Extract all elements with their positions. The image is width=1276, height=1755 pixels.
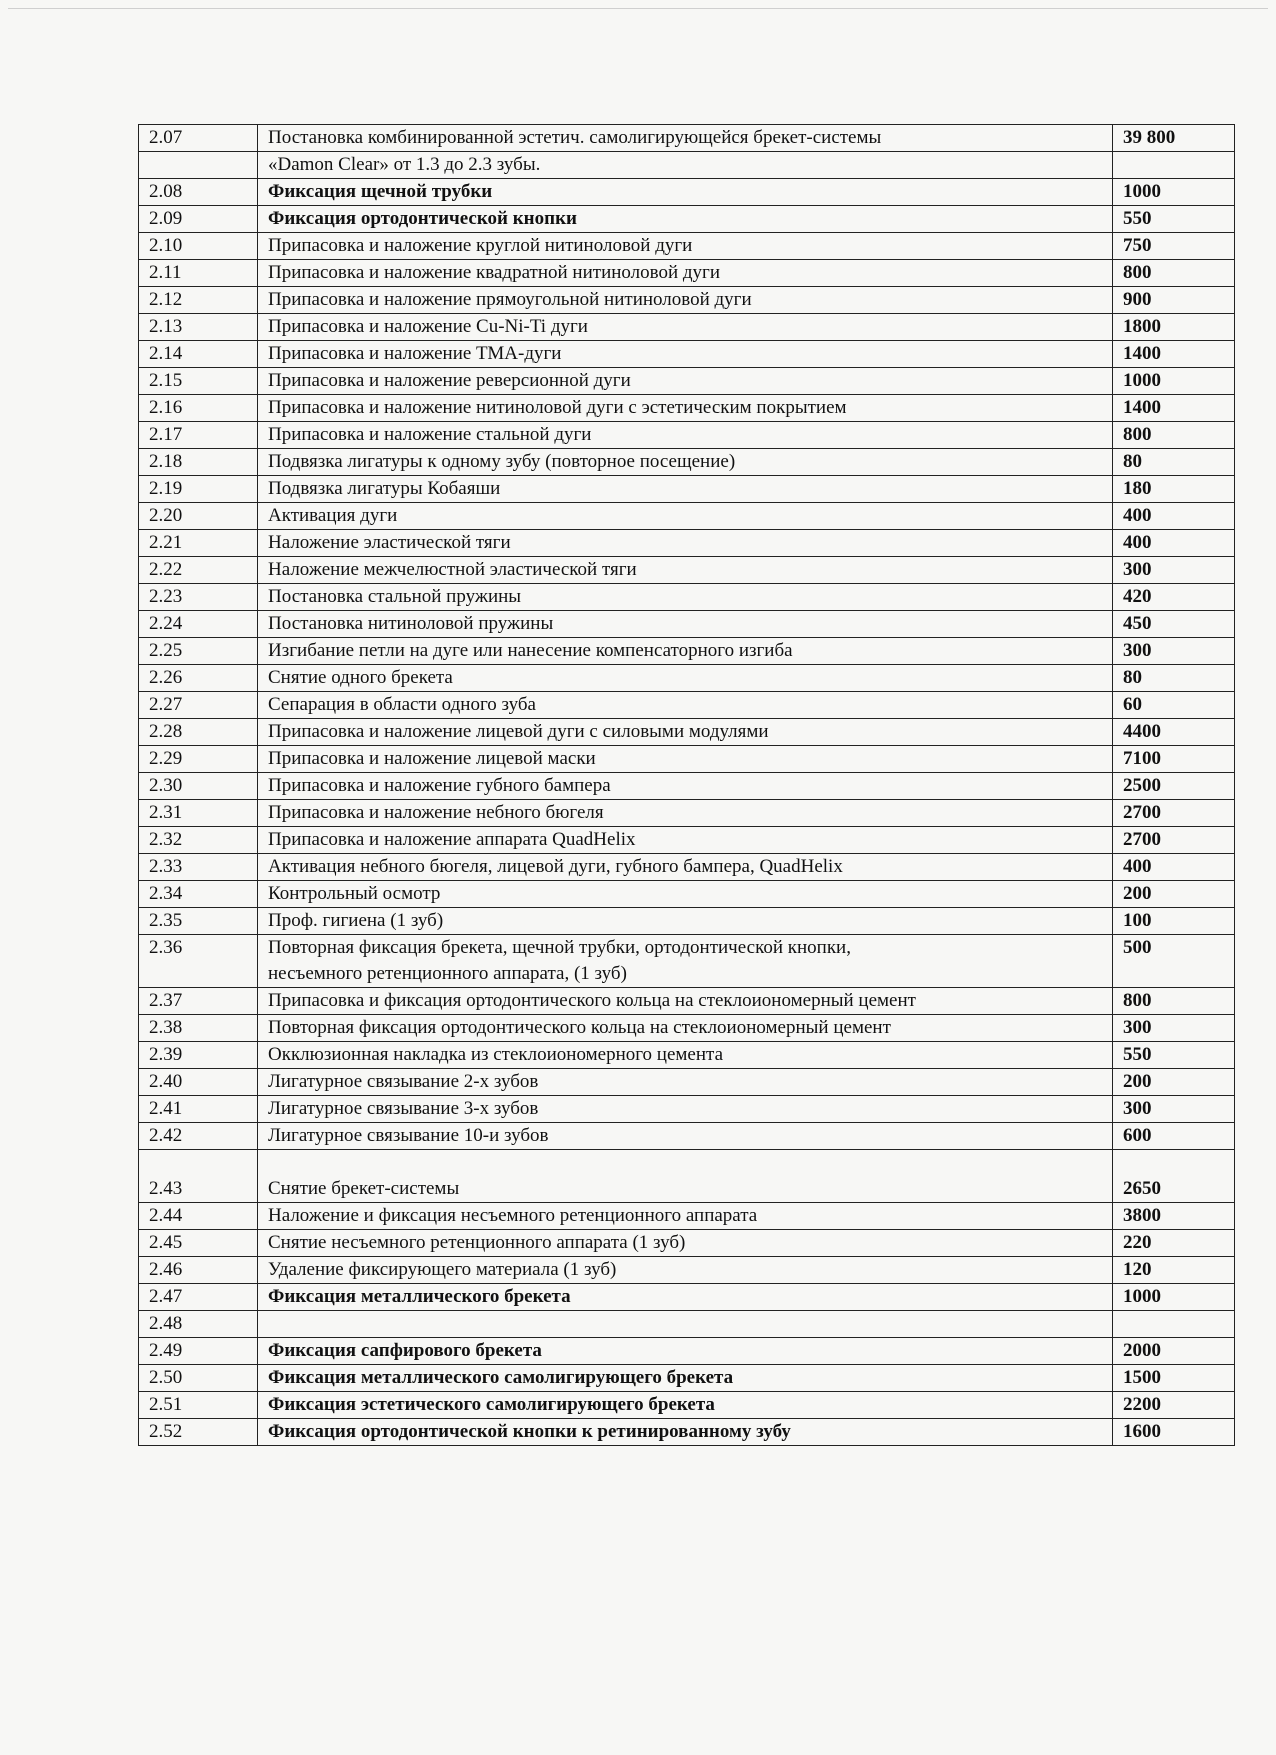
row-price: 400	[1113, 854, 1235, 881]
row-service-name: Снятие брекет-системы	[258, 1150, 1113, 1203]
row-service-name	[258, 1311, 1113, 1338]
table-row	[139, 1096, 1235, 1123]
row-price: 800	[1113, 260, 1235, 287]
row-price: 39 800	[1113, 125, 1235, 152]
row-price: 60	[1113, 692, 1235, 719]
row-service-name: Припасовка и наложение губного бампера	[258, 773, 1113, 800]
row-code: 2.47	[139, 1284, 258, 1311]
row-code: 2.49	[139, 1338, 258, 1365]
table-row	[139, 179, 1235, 206]
row-service-name: Подвязка лигатуры Кобаяши	[258, 476, 1113, 503]
row-price: 120	[1113, 1257, 1235, 1284]
row-service-name: Припасовка и наложение небного бюгеля	[258, 800, 1113, 827]
row-price: 2200	[1113, 1392, 1235, 1419]
row-code	[139, 152, 258, 179]
table-row	[139, 881, 1235, 908]
row-code: 2.19	[139, 476, 258, 503]
row-service-name: «Damon Clear» от 1.3 до 2.3 зубы.	[258, 152, 1113, 179]
table-row	[139, 908, 1235, 935]
row-service-name: Припасовка и наложение аппарата QuadHelix	[258, 827, 1113, 854]
row-code: 2.24	[139, 611, 258, 638]
row-service-name: Снятие одного брекета	[258, 665, 1113, 692]
row-code: 2.18	[139, 449, 258, 476]
row-code: 2.25	[139, 638, 258, 665]
row-code: 2.34	[139, 881, 258, 908]
table-row	[139, 1069, 1235, 1096]
table-row	[139, 935, 1235, 988]
table-row	[139, 584, 1235, 611]
table-row	[139, 746, 1235, 773]
row-price: 1400	[1113, 341, 1235, 368]
table-row	[139, 125, 1235, 152]
row-service-name: Фиксация металлического самолигирующего брекета	[258, 1365, 1113, 1392]
row-price: 1400	[1113, 395, 1235, 422]
table-row	[139, 1311, 1235, 1338]
row-code: 2.52	[139, 1419, 258, 1446]
row-code: 2.50	[139, 1365, 258, 1392]
table-row	[139, 1419, 1235, 1446]
row-price: 80	[1113, 665, 1235, 692]
table-row	[139, 152, 1235, 179]
row-service-name: Повторная фиксация ортодонтического кольца на стеклоиономерный цемент	[258, 1015, 1113, 1042]
row-service-name: Фиксация ортодонтической кнопки к ретинированному зубу	[258, 1419, 1113, 1446]
row-code: 2.42	[139, 1123, 258, 1150]
row-price: 1600	[1113, 1419, 1235, 1446]
row-code: 2.28	[139, 719, 258, 746]
row-service-name: Снятие несъемного ретенционного аппарата (1 зуб)	[258, 1230, 1113, 1257]
row-code: 2.11	[139, 260, 258, 287]
row-price: 80	[1113, 449, 1235, 476]
row-code: 2.14	[139, 341, 258, 368]
row-price: 300	[1113, 557, 1235, 584]
row-code: 2.43	[139, 1150, 258, 1203]
table-row	[139, 1284, 1235, 1311]
row-price: 2500	[1113, 773, 1235, 800]
row-code: 2.30	[139, 773, 258, 800]
row-service-name-line: Повторная фиксация брекета, щечной трубки, ортодонтической кнопки,	[268, 937, 851, 958]
row-code: 2.16	[139, 395, 258, 422]
row-service-name-line: несъемного ретенционного аппарата, (1 зуб)	[268, 963, 627, 984]
table-row	[139, 665, 1235, 692]
row-service-name: Контрольный осмотр	[258, 881, 1113, 908]
row-code: 2.26	[139, 665, 258, 692]
row-price: 550	[1113, 206, 1235, 233]
table-row	[139, 1230, 1235, 1257]
row-code: 2.40	[139, 1069, 258, 1096]
price-table-body	[139, 125, 1235, 1446]
row-price: 2000	[1113, 1338, 1235, 1365]
row-price: 1800	[1113, 314, 1235, 341]
row-price: 3800	[1113, 1203, 1235, 1230]
row-code: 2.10	[139, 233, 258, 260]
row-price: 750	[1113, 233, 1235, 260]
table-row	[139, 476, 1235, 503]
table-row	[139, 368, 1235, 395]
table-row	[139, 1042, 1235, 1069]
row-service-name: Припасовка и наложение лицевой дуги с силовыми модулями	[258, 719, 1113, 746]
row-service-name: Постановка стальной пружины	[258, 584, 1113, 611]
row-code: 2.08	[139, 179, 258, 206]
table-row	[139, 449, 1235, 476]
row-price: 420	[1113, 584, 1235, 611]
row-code: 2.22	[139, 557, 258, 584]
row-price: 2700	[1113, 827, 1235, 854]
row-service-name: Удаление фиксирующего материала (1 зуб)	[258, 1257, 1113, 1284]
row-price: 1000	[1113, 179, 1235, 206]
table-row	[139, 557, 1235, 584]
row-code: 2.17	[139, 422, 258, 449]
table-row	[139, 1365, 1235, 1392]
row-service-name: Фиксация ортодонтической кнопки	[258, 206, 1113, 233]
row-price	[1113, 152, 1235, 179]
row-code: 2.15	[139, 368, 258, 395]
row-price: 200	[1113, 881, 1235, 908]
table-row	[139, 260, 1235, 287]
row-price: 180	[1113, 476, 1235, 503]
row-code: 2.37	[139, 988, 258, 1015]
table-row	[139, 395, 1235, 422]
row-price: 1500	[1113, 1365, 1235, 1392]
table-row	[139, 854, 1235, 881]
table-row	[139, 1338, 1235, 1365]
row-service-name: Припасовка и наложение Cu-Ni-Ti дуги	[258, 314, 1113, 341]
row-code: 2.29	[139, 746, 258, 773]
row-price: 1000	[1113, 1284, 1235, 1311]
table-row	[139, 1150, 1235, 1203]
table-row	[139, 773, 1235, 800]
row-price: 4400	[1113, 719, 1235, 746]
table-row	[139, 800, 1235, 827]
row-price: 1000	[1113, 368, 1235, 395]
table-row	[139, 341, 1235, 368]
row-code: 2.20	[139, 503, 258, 530]
row-service-name: Окклюзионная накладка из стеклоиономерного цемента	[258, 1042, 1113, 1069]
row-code: 2.21	[139, 530, 258, 557]
table-row	[139, 287, 1235, 314]
row-code: 2.13	[139, 314, 258, 341]
table-row	[139, 530, 1235, 557]
table-row	[139, 1123, 1235, 1150]
row-service-name: Фиксация щечной трубки	[258, 179, 1113, 206]
row-price: 600	[1113, 1123, 1235, 1150]
table-row	[139, 611, 1235, 638]
row-price: 2650	[1113, 1150, 1235, 1203]
row-service-name: Припасовка и наложение прямоугольной нитиноловой дуги	[258, 287, 1113, 314]
table-row	[139, 1203, 1235, 1230]
table-row	[139, 692, 1235, 719]
row-price: 450	[1113, 611, 1235, 638]
table-row	[139, 503, 1235, 530]
row-service-name: Припасовка и наложение круглой нитиноловой дуги	[258, 233, 1113, 260]
row-code: 2.38	[139, 1015, 258, 1042]
row-service-name: Активация дуги	[258, 503, 1113, 530]
table-row	[139, 233, 1235, 260]
row-code: 2.51	[139, 1392, 258, 1419]
row-service-name	[258, 935, 1113, 988]
row-service-name: Наложение и фиксация несъемного ретенционного аппарата	[258, 1203, 1113, 1230]
row-price: 400	[1113, 530, 1235, 557]
table-row	[139, 988, 1235, 1015]
row-service-name: Лигатурное связывание 3-х зубов	[258, 1096, 1113, 1123]
row-code: 2.31	[139, 800, 258, 827]
row-service-name: Припасовка и фиксация ортодонтического кольца на стеклоиономерный цемент	[258, 988, 1113, 1015]
row-price: 500	[1113, 935, 1235, 988]
table-row	[139, 638, 1235, 665]
page-top-edge	[8, 8, 1268, 9]
row-price: 300	[1113, 1015, 1235, 1042]
row-price: 800	[1113, 988, 1235, 1015]
row-price: 300	[1113, 638, 1235, 665]
row-code: 2.45	[139, 1230, 258, 1257]
row-code: 2.07	[139, 125, 258, 152]
row-code: 2.32	[139, 827, 258, 854]
row-service-name: Лигатурное связывание 10-и зубов	[258, 1123, 1113, 1150]
row-code: 2.36	[139, 935, 258, 988]
row-service-name: Припасовка и наложение стальной дуги	[258, 422, 1113, 449]
table-row	[139, 314, 1235, 341]
row-code: 2.41	[139, 1096, 258, 1123]
table-row	[139, 1015, 1235, 1042]
row-price: 220	[1113, 1230, 1235, 1257]
row-price: 300	[1113, 1096, 1235, 1123]
row-code: 2.44	[139, 1203, 258, 1230]
row-service-name: Припасовка и наложение реверсионной дуги	[258, 368, 1113, 395]
row-service-name: Лигатурное связывание 2-х зубов	[258, 1069, 1113, 1096]
row-price: 900	[1113, 287, 1235, 314]
row-code: 2.33	[139, 854, 258, 881]
table-row	[139, 1392, 1235, 1419]
table-row	[139, 206, 1235, 233]
row-price: 2700	[1113, 800, 1235, 827]
row-service-name: Наложение эластической тяги	[258, 530, 1113, 557]
table-row	[139, 827, 1235, 854]
row-code: 2.39	[139, 1042, 258, 1069]
row-service-name: Припасовка и наложение нитиноловой дуги с эстетическим покрытием	[258, 395, 1113, 422]
row-code: 2.23	[139, 584, 258, 611]
row-service-name: Сепарация в области одного зуба	[258, 692, 1113, 719]
row-price: 550	[1113, 1042, 1235, 1069]
row-code: 2.48	[139, 1311, 258, 1338]
row-price: 400	[1113, 503, 1235, 530]
row-service-name: Фиксация сапфирового брекета	[258, 1338, 1113, 1365]
row-service-name: Подвязка лигатуры к одному зубу (повторное посещение)	[258, 449, 1113, 476]
row-service-name: Проф. гигиена (1 зуб)	[258, 908, 1113, 935]
row-price: 200	[1113, 1069, 1235, 1096]
row-code: 2.46	[139, 1257, 258, 1284]
row-service-name: Фиксация металлического брекета	[258, 1284, 1113, 1311]
row-price: 800	[1113, 422, 1235, 449]
table-row	[139, 719, 1235, 746]
row-service-name: Наложение межчелюстной эластической тяги	[258, 557, 1113, 584]
row-service-name: Постановка нитиноловой пружины	[258, 611, 1113, 638]
row-code: 2.35	[139, 908, 258, 935]
row-price: 100	[1113, 908, 1235, 935]
table-row	[139, 1257, 1235, 1284]
row-service-name: Активация небного бюгеля, лицевой дуги, губного бампера, QuadHelix	[258, 854, 1113, 881]
row-code: 2.09	[139, 206, 258, 233]
price-table	[138, 124, 1235, 1446]
row-service-name: Припасовка и наложение квадратной нитиноловой дуги	[258, 260, 1113, 287]
row-service-name: Припасовка и наложение ТМА-дуги	[258, 341, 1113, 368]
row-price: 7100	[1113, 746, 1235, 773]
row-price	[1113, 1311, 1235, 1338]
row-code: 2.12	[139, 287, 258, 314]
table-row	[139, 422, 1235, 449]
row-service-name: Постановка комбинированной эстетич. самолигирующейся брекет-системы	[258, 125, 1113, 152]
row-service-name: Припасовка и наложение лицевой маски	[258, 746, 1113, 773]
row-service-name: Фиксация эстетического самолигирующего брекета	[258, 1392, 1113, 1419]
row-code: 2.27	[139, 692, 258, 719]
row-service-name: Изгибание петли на дуге или нанесение компенсаторного изгиба	[258, 638, 1113, 665]
